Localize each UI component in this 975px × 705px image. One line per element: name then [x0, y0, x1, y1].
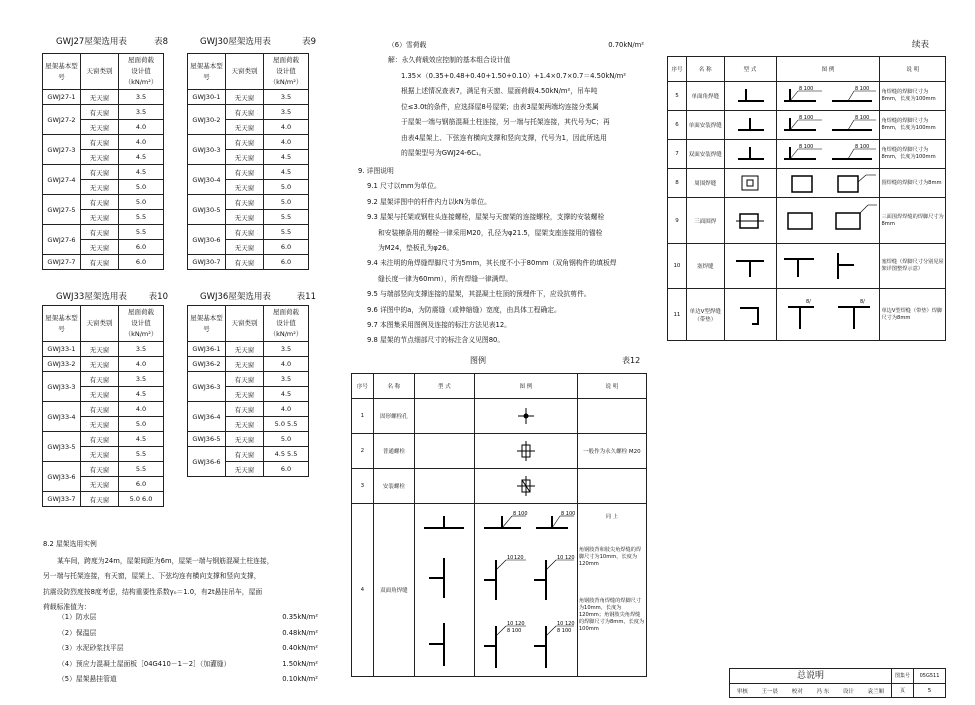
load-item: （4）预应力混凝土屋面板［04G410－1－2］（加灌缝） 1.50kN/m²: [58, 659, 318, 668]
table11-title: GWJ36屋架选用表: [200, 292, 271, 302]
col-header: 说 明: [880, 57, 946, 82]
atlas-number: 05G511: [914, 669, 945, 684]
table8: [42, 53, 164, 270]
skylight-cell: 无天窗: [226, 240, 264, 255]
svg-text:8 100: 8 100: [798, 144, 814, 150]
load-cell: 5.0: [264, 195, 309, 210]
table-row: 10 塞焊缝 塞焊缝（焊脚尺寸分别见屋架详图整焊示意）: [668, 244, 946, 289]
model-cell: GWJ30-7: [188, 255, 226, 270]
skylight-cell: 无天窗: [81, 90, 119, 105]
load-list: [58, 610, 318, 688]
continued-table: [667, 56, 946, 341]
table-row: [43, 105, 164, 120]
load-cell: 3.5: [119, 105, 164, 120]
page-label: 页: [892, 684, 914, 698]
col-header: 屋面荷载 设计值 （kN/m²）: [264, 306, 309, 342]
solution-line: 位≤3.0t的条件，应选择屋8号屋架；由表3屋架两端均连接分类属: [401, 102, 599, 111]
load-cell: 3.5: [119, 342, 164, 357]
svg-text:8 100: 8 100: [854, 144, 870, 150]
load-cell: 5.5: [119, 462, 164, 477]
skylight-cell: 无天窗: [226, 120, 264, 135]
model-cell: GWJ27-5: [43, 195, 81, 225]
model-cell: GWJ33-5: [43, 432, 81, 462]
erection-bolt-symbol: [511, 474, 541, 498]
table-row: 7 双面安装焊缝 8 100 8 100 角焊缝的焊脚尺寸为8mm，长度为100mm: [668, 140, 946, 169]
table-row: [43, 432, 164, 447]
skylight-cell: 无天窗: [81, 240, 119, 255]
detail-notes: [358, 164, 658, 349]
load-cell: 4.0: [264, 402, 309, 417]
model-cell: GWJ30-3: [188, 135, 226, 165]
load-cell: 4.0: [119, 402, 164, 417]
table-row: [188, 165, 309, 180]
load-cell: 4.0: [264, 120, 309, 135]
table-row: [188, 342, 309, 357]
load-cell: 4.5: [119, 150, 164, 165]
table-row: [43, 165, 164, 180]
table-row: [43, 492, 164, 507]
skylight-cell: 有天窗: [81, 462, 119, 477]
table-row: [43, 462, 164, 477]
skylight-cell: 有天窗: [81, 195, 119, 210]
title-block: [729, 668, 946, 698]
svg-text:10: 10: [506, 554, 514, 561]
note-line: 和安装檩条用的螺栓一律采用M20，孔径为φ21.5，屋架支座连接用的锚栓: [378, 228, 603, 237]
solution-line: 解：永久荷载效应控制的基本组合设计值: [388, 56, 511, 64]
load-cell: 3.5: [264, 105, 309, 120]
table-row: [188, 432, 309, 447]
skylight-cell: 有天窗: [81, 165, 119, 180]
table9-number: 表9: [302, 37, 316, 47]
model-cell: GWJ33-1: [43, 342, 81, 357]
skylight-cell: 无天窗: [226, 462, 264, 477]
table-row: 9 三面围焊 三面围焊焊缝的焊脚尺寸为8mm: [668, 198, 946, 244]
atlas-label: 图集号: [892, 669, 914, 684]
table10-number: 表10: [148, 292, 168, 302]
row4-desc: 同 上: [605, 514, 618, 520]
table-row: [188, 135, 309, 150]
load-cell: 4.5: [264, 387, 309, 402]
bolt-symbol: [511, 439, 541, 463]
svg-text:10 120: 10 120: [556, 620, 575, 627]
svg-text:8 100: 8 100: [506, 627, 522, 634]
load-cell: 5.0: [264, 180, 309, 195]
skylight-cell: 无天窗: [81, 150, 119, 165]
table-row: [43, 342, 164, 357]
model-cell: GWJ33-6: [43, 462, 81, 492]
table10-title: GWJ33屋架选用表: [56, 292, 127, 302]
model-cell: GWJ30-1: [188, 90, 226, 105]
load-cell: 5.5: [264, 225, 309, 240]
double-fillet-weld-legend: [476, 508, 576, 673]
col-header: 屋面荷载 设计值 （kN/m²）: [119, 306, 164, 342]
col-header: 序号: [352, 374, 374, 399]
load-cell: 4.0: [264, 135, 309, 150]
page-number: 5: [927, 688, 932, 694]
example-line: 某车间，跨度为24m，屋架间距为6m，屋架一端与钢筋混凝土柱连接，: [57, 556, 274, 565]
skylight-cell: 无天窗: [226, 210, 264, 225]
table12-number: 表12: [622, 356, 641, 365]
note-line: 缝长度一律为60mm），所有焊缝一律满焊。: [378, 274, 513, 283]
table-row: [188, 225, 309, 240]
load-cell: 5.5: [264, 210, 309, 225]
notes-heading: 9. 详图说明: [358, 167, 394, 175]
double-fillet-weld-forms: [419, 508, 469, 673]
solution-line: 由表4屋架上、下弦连有横向支撑和竖向支撑，代号为1，因此所选用: [401, 133, 607, 142]
table8-title: GWJ27屋架选用表: [56, 37, 127, 47]
model-cell: GWJ33-2: [43, 357, 81, 372]
load-cell: 4.5: [119, 432, 164, 447]
table-header-row: [43, 54, 164, 90]
model-cell: GWJ27-3: [43, 135, 81, 165]
table-row: [188, 447, 309, 462]
load-item: （5）屋架悬挂管道 0.10kN/m²: [58, 675, 318, 684]
model-cell: GWJ27-6: [43, 225, 81, 255]
skylight-cell: 有天窗: [226, 105, 264, 120]
skylight-cell: 无天窗: [226, 357, 264, 372]
skylight-cell: 无天窗: [81, 447, 119, 462]
table-row: 8 周围焊缝 围焊缝的焊脚尺寸为8mm: [668, 169, 946, 198]
load-cell: 6.0: [264, 255, 309, 270]
col-header: 屋面荷载 设计值 （kN/m²）: [119, 54, 164, 90]
example-line: 另一端与托架连接，有天窗，屋架上、下弦均连有横向支撑和竖向支撑，: [43, 572, 261, 581]
col-header: 天窗类别: [81, 54, 119, 90]
table-row: [188, 90, 309, 105]
col-header: 序号: [668, 57, 687, 82]
note-line: 9.4 未注明的角焊缝焊脚尺寸为5mm，其长度不小于80mm（双角钢构件的填板焊: [367, 259, 617, 268]
model-cell: GWJ36-1: [188, 342, 226, 357]
load-cell: 4.5: [119, 165, 164, 180]
skylight-cell: 有天窗: [81, 492, 119, 507]
load-cell: 6.0: [119, 255, 164, 270]
col-header: 天窗类别: [81, 306, 119, 342]
svg-text:10 120: 10 120: [556, 554, 575, 561]
load-cell: 4.0: [119, 357, 164, 372]
skylight-cell: 有天窗: [81, 402, 119, 417]
col-header: 图 例: [776, 57, 880, 82]
skylight-cell: 无天窗: [226, 90, 264, 105]
load-cell: 4.0: [119, 135, 164, 150]
table-row: [43, 255, 164, 270]
table-row: [43, 357, 164, 372]
skylight-cell: 有天窗: [81, 255, 119, 270]
continued-title: 续表: [912, 40, 930, 50]
model-cell: GWJ27-7: [43, 255, 81, 270]
dim-label: 8: [512, 510, 517, 517]
skylight-cell: 有天窗: [81, 135, 119, 150]
snow-load-item: （6）雪荷载 0.70kN/m²: [388, 41, 644, 49]
example-line: 荷载标准值为：: [43, 603, 91, 612]
svg-text:8 100: 8 100: [556, 627, 572, 634]
skylight-cell: 有天窗: [226, 447, 264, 462]
table11-number: 表11: [296, 292, 316, 302]
load-cell: 4.5 5.5: [264, 447, 309, 462]
model-cell: GWJ33-3: [43, 372, 81, 402]
load-cell: 5.0: [119, 417, 164, 432]
load-cell: 5.5: [119, 447, 164, 462]
skylight-cell: 无天窗: [81, 180, 119, 195]
model-cell: GWJ33-7: [43, 492, 81, 507]
solution-section: [388, 53, 648, 162]
model-cell: GWJ27-1: [43, 90, 81, 105]
col-header: 屋架基本型号: [188, 54, 226, 90]
load-cell: 5.0: [264, 432, 309, 447]
table-header-row: [43, 306, 164, 342]
table-row: [188, 357, 309, 372]
load-item: （1）防水层 0.35kN/m²: [58, 613, 318, 621]
load-cell: 5.0 6.0: [119, 492, 164, 507]
table9: [187, 53, 309, 270]
skylight-cell: 无天窗: [81, 417, 119, 432]
example-heading: 8.2 屋架选用实例: [43, 540, 97, 548]
svg-text:8/: 8/: [859, 298, 865, 305]
table8-caption: [56, 35, 168, 47]
note-line: 9.7 本图集采用图例及连接的标注方法见表12。: [367, 321, 511, 330]
note-line: 为M24，垫板孔为φ26。: [378, 244, 454, 253]
skylight-cell: 有天窗: [81, 372, 119, 387]
signature-row: 审核 王一晨 校对 冯 东 设计 袁兰厢: [730, 684, 892, 698]
table12: [351, 373, 647, 677]
col-header: 名 称: [373, 374, 414, 399]
skylight-cell: 无天窗: [226, 387, 264, 402]
table9-caption: [200, 35, 316, 47]
model-cell: GWJ27-4: [43, 165, 81, 195]
load-cell: 3.5: [264, 90, 309, 105]
svg-text:8/: 8/: [805, 298, 811, 305]
model-cell: GWJ30-2: [188, 105, 226, 135]
table-row: [188, 402, 309, 417]
note-line: 9.2 屋架详图中的杆件内力以kN为单位。: [367, 197, 491, 206]
skylight-cell: 无天窗: [81, 387, 119, 402]
table-row: [43, 402, 164, 417]
table-row: [188, 105, 309, 120]
model-cell: GWJ30-4: [188, 165, 226, 195]
load-cell: 3.5: [119, 372, 164, 387]
table-header-row: [188, 54, 309, 90]
load-cell: 5.0: [119, 195, 164, 210]
svg-text:120: 120: [513, 554, 524, 561]
skylight-cell: 无天窗: [226, 432, 264, 447]
col-header: 名 称: [686, 57, 724, 82]
skylight-cell: 无天窗: [226, 180, 264, 195]
load-cell: 6.0: [264, 240, 309, 255]
skylight-cell: 无天窗: [81, 342, 119, 357]
table-row: 4 双面角焊缝 8 100 8 100 10 120 10 120 10 120 8 100 10 120 8 100 同 上 角钢肢背和肢尖角焊缝的焊脚尺寸为10mm，长度为120mm 角钢肢背角焊缝的焊脚尺寸为10mm，长度为120mm；角钢肢尖角焊缝的焊脚尺寸为8mm，长度为100mm: [352, 504, 647, 677]
skylight-cell: 无天窗: [226, 342, 264, 357]
model-cell: GWJ27-2: [43, 105, 81, 135]
col-header: 屋架基本型号: [43, 54, 81, 90]
load-cell: 5.5: [119, 225, 164, 240]
load-cell: 6.0: [264, 462, 309, 477]
load-cell: 4.0: [264, 357, 309, 372]
skylight-cell: 有天窗: [226, 165, 264, 180]
svg-text:10 120: 10 120: [506, 620, 525, 627]
example-line: 抗震设防烈度按8度考虑，结构重要性系数γ₀＝1.0，有2t悬挂吊车，屋面: [43, 587, 263, 596]
svg-text:8 100: 8 100: [560, 510, 576, 517]
load-cell: 3.5: [264, 372, 309, 387]
solution-line: 于屋架一端与钢筋混凝土柱连接，另一端与托架连接，其代号为C；再: [401, 118, 610, 126]
table-row: [43, 135, 164, 150]
note-line: 9.6 详图中的a，为防震缝（或伸缩缝）宽度，由具体工程确定。: [367, 305, 561, 314]
col-header: 屋架基本型号: [43, 306, 81, 342]
col-header: 说 明: [577, 374, 646, 399]
dim-label: 100: [517, 510, 528, 517]
table-row: [43, 372, 164, 387]
model-cell: GWJ30-5: [188, 195, 226, 225]
col-header: 天窗类别: [226, 54, 264, 90]
note-line: 9.1 尺寸以mm为单位。: [367, 182, 441, 191]
svg-text:8 100: 8 100: [854, 86, 870, 92]
skylight-cell: 无天窗: [81, 477, 119, 492]
table-row: 3 安装螺栓: [352, 469, 647, 504]
table9-title: GWJ30屋架选用表: [200, 37, 271, 47]
skylight-cell: 无天窗: [81, 357, 119, 372]
model-cell: GWJ33-4: [43, 402, 81, 432]
table11-caption: [200, 290, 316, 302]
table-row: [43, 90, 164, 105]
svg-text:8 100: 8 100: [798, 86, 814, 92]
load-item: （2）保温层 0.48kN/m²: [58, 628, 318, 637]
table-row: [188, 372, 309, 387]
table8-number: 表8: [154, 37, 168, 47]
table-row: [43, 195, 164, 210]
skylight-cell: 有天窗: [226, 372, 264, 387]
table-row: [188, 195, 309, 210]
solution-line: 的屋架型号为GWJ24-6C₁。: [401, 149, 486, 157]
solution-line: 根据上述情况查表7，满足有天窗、屋面荷载4.50kN/m²，吊车吨: [401, 87, 598, 95]
table11: [187, 305, 309, 477]
col-header: 屋架基本型号: [188, 306, 226, 342]
load-cell: 5.5: [119, 210, 164, 225]
skylight-cell: 有天窗: [81, 225, 119, 240]
col-header: 天窗类别: [226, 306, 264, 342]
skylight-cell: 有天窗: [226, 225, 264, 240]
row4-note: 角钢肢背和肢尖角焊缝的焊脚尺寸为10mm，长度为120mm: [578, 547, 642, 567]
svg-text:8 100: 8 100: [798, 115, 814, 121]
skylight-cell: 无天窗: [226, 417, 264, 432]
table-row: [188, 255, 309, 270]
table-row: 6 单面安装焊缝 8 100 8 100 角焊缝的焊脚尺寸为8mm，长度为100mm: [668, 111, 946, 140]
load-cell: 4.5: [264, 165, 309, 180]
load-cell: 3.5: [119, 90, 164, 105]
load-item: （3）水泥砂浆找平层 0.40kN/m²: [58, 644, 318, 653]
skylight-cell: 有天窗: [226, 135, 264, 150]
note-line: 9.8 屋架的节点细部尺寸的标注含义见图80。: [367, 336, 505, 345]
example-section: [43, 537, 333, 616]
load-cell: 6.0: [119, 477, 164, 492]
model-cell: GWJ36-6: [188, 447, 226, 477]
skylight-cell: 无天窗: [81, 120, 119, 135]
table-row: 2 普通螺栓 一般作为永久螺栓 M20: [352, 434, 647, 469]
model-cell: GWJ36-5: [188, 432, 226, 447]
skylight-cell: 无天窗: [226, 150, 264, 165]
load-cell: 3.5: [264, 342, 309, 357]
table-row: 5 单面角焊缝 8 100 8 100 角焊缝的焊脚尺寸为8mm，长度为100mm: [668, 82, 946, 111]
load-cell: 4.5: [264, 150, 309, 165]
table10-caption: [56, 290, 168, 302]
col-header: 屋面荷载 设计值 （kN/m²）: [264, 54, 309, 90]
solution-line: 1.35×（0.35+0.48+0.40+1.50+0.10）+1.4×0.7×0.7＝4.50kN/m²: [401, 71, 626, 80]
col-header: 型 式: [415, 374, 475, 399]
table12-title: 图例: [470, 356, 486, 365]
skylight-cell: 有天窗: [81, 432, 119, 447]
model-cell: GWJ30-6: [188, 225, 226, 255]
load-cell: 6.0: [119, 240, 164, 255]
skylight-cell: 无天窗: [81, 210, 119, 225]
col-header: 图 例: [474, 374, 577, 399]
table-header-row: [188, 306, 309, 342]
svg-text:8 100: 8 100: [854, 115, 870, 121]
table-row: 11 单边V型焊缝（带垫） 8/ 8/ 单边V型焊缝（带垫）焊脚尺寸为8mm: [668, 289, 946, 341]
skylight-cell: 有天窗: [226, 402, 264, 417]
load-cell: 4.0: [119, 120, 164, 135]
table-row: [43, 225, 164, 240]
load-cell: 4.5: [119, 387, 164, 402]
model-cell: GWJ36-2: [188, 357, 226, 372]
note-line: 9.5 与端部竖向支撑连接的屋架，其混凝土柱顶的预埋件下，应设抗剪件。: [367, 290, 591, 299]
skylight-cell: 有天窗: [81, 105, 119, 120]
drawing-title: 总说明: [730, 669, 892, 684]
skylight-cell: 有天窗: [226, 255, 264, 270]
load-cell: 5.0 5.5: [264, 417, 309, 432]
model-cell: GWJ36-3: [188, 372, 226, 402]
skylight-cell: 有天窗: [226, 195, 264, 210]
row4-note: 角钢肢背角焊缝的焊脚尺寸为10mm，长度为120mm；角钢肢尖角焊缝的焊脚尺寸为8mm，长度为100mm: [578, 598, 645, 632]
col-header: 型 式: [724, 57, 776, 82]
bolt-hole-symbol: [511, 406, 541, 426]
note-line: 9.3 屋架与托架或钢柱头连接螺栓，屋架与天窗架的连接螺栓，支撑的安装螺栓: [367, 213, 605, 222]
load-cell: 5.0: [119, 180, 164, 195]
table-row: 1 固形螺栓孔: [352, 399, 647, 434]
model-cell: GWJ36-4: [188, 402, 226, 432]
table10: [42, 305, 164, 507]
